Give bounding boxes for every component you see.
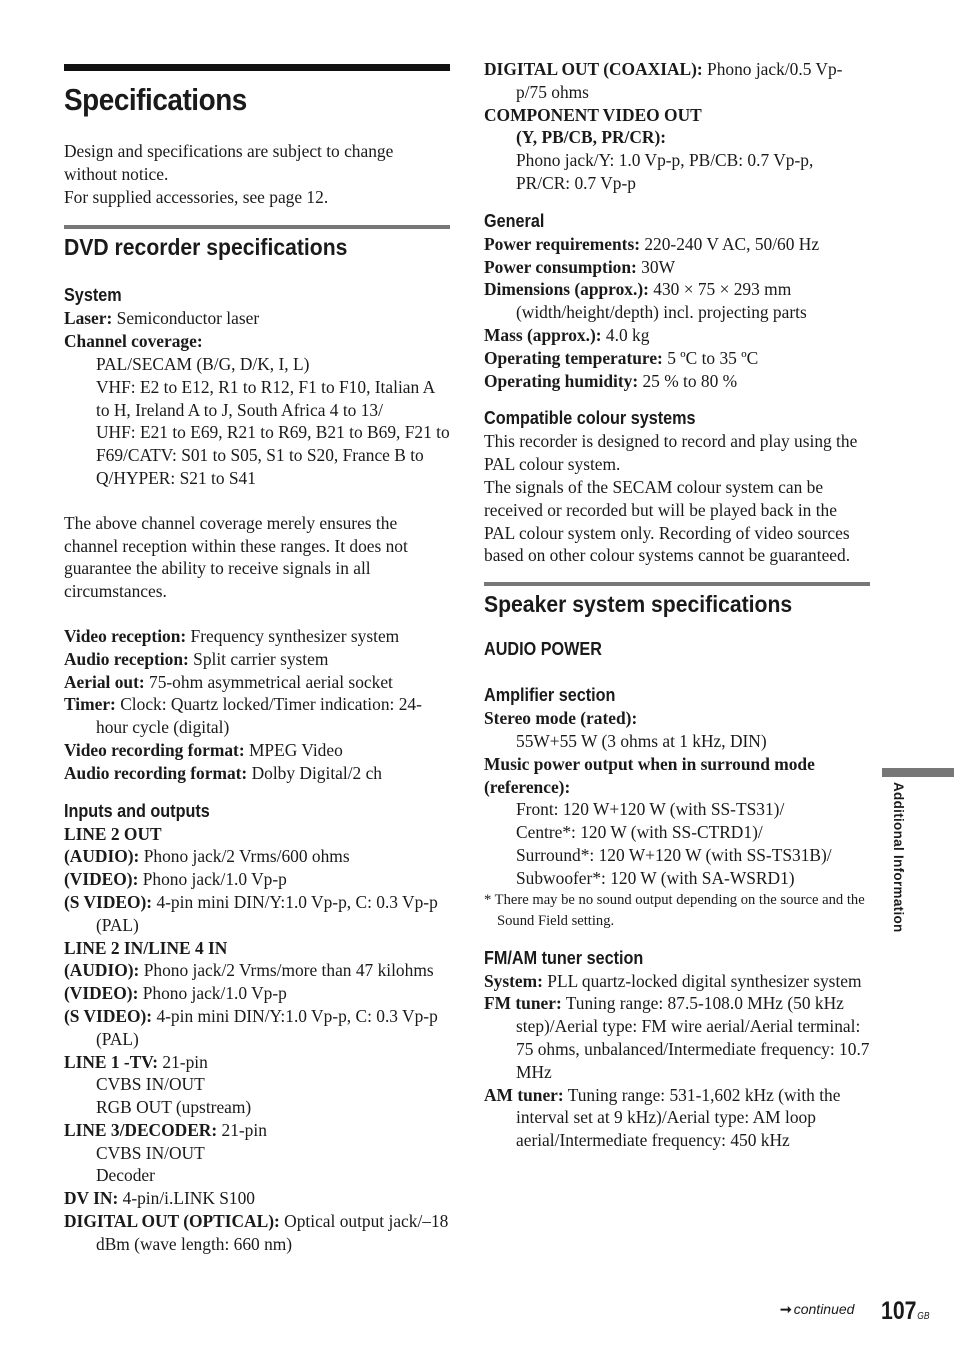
continued-label (780, 1301, 854, 1318)
title-rule (64, 64, 450, 71)
spec-value: 430 × 75 × 293 mm (width/height/depth) incl. projecting parts (516, 279, 807, 323)
spec-value: Phono jack/1.0 Vp-p (138, 983, 287, 1004)
subheading-system: System (64, 285, 122, 306)
spec-am-tuner (484, 1084, 870, 1152)
spec-tuner-system (484, 970, 870, 993)
section-rule (64, 225, 450, 229)
subheading-tuner: FM/AM tuner section (484, 947, 644, 968)
spec-channel-line: VHF: E2 to E12, R1 to R12, F1 to F10, Italian A to H, Ireland A to J, South Africa 4 to 13/ (96, 376, 435, 420)
spec-value: Semiconductor laser (112, 308, 260, 329)
spec-power-req (484, 233, 870, 256)
spec-label: Laser: (64, 308, 113, 329)
spec-label: (VIDEO): (64, 983, 139, 1004)
spec-line2-out: LINE 2 OUT (64, 823, 162, 844)
side-tab-label: Additional Information (891, 782, 906, 933)
spec-label: Aerial out: (64, 671, 145, 692)
spec-line3 (64, 1119, 450, 1142)
spec-line1-sub: RGB OUT (upstream) (96, 1097, 252, 1118)
spec-label: Operating humidity: (484, 370, 639, 391)
spec-channel-line: UHF: E21 to E69, R21 to R69, B21 to B69, F21 to F69/CATV: S01 to S05, S1 to S20, France B to Q/HYPER: S21 to S41 (96, 422, 450, 488)
spec-value: Frequency synthesizer system (186, 625, 400, 646)
spec-value: PLL quartz-locked digital synthesizer system (542, 970, 862, 991)
subheading-colour-systems: Compatible colour systems (484, 408, 696, 429)
spec-value: 4-pin/i.LINK S100 (118, 1188, 255, 1209)
subheading-audio-power: AUDIO POWER (484, 639, 602, 660)
spec-power-cons (484, 256, 870, 279)
spec-label: DIGITAL OUT (COAXIAL): (484, 59, 703, 79)
spec-label: AM tuner: (484, 1084, 564, 1105)
spec-value: 75-ohm asymmetrical aerial socket (144, 671, 393, 692)
spec-value: 220-240 V AC, 50/60 Hz (640, 233, 820, 254)
spec-channel-line: PAL/SECAM (B/G, D/K, I, L) (96, 353, 310, 374)
spec-music-label: Music power output when in surround mode (reference): (484, 753, 815, 797)
spec-value: 21-pin (158, 1051, 208, 1072)
spec-value: 5 ºC to 35 ºC (662, 347, 759, 368)
spec-line3-sub: Decoder (96, 1165, 155, 1186)
spec-value: MPEG Video (244, 739, 343, 760)
page-number-suffix: GB (917, 1311, 930, 1322)
spec-label: Power requirements: (484, 233, 640, 254)
spec-value: 21-pin (217, 1119, 267, 1140)
spec-value: Optical output jack/–18 dBm (wave length: 660 nm) (96, 1211, 449, 1254)
spec-op-humidity (484, 370, 870, 393)
spec-label: (S VIDEO): (64, 891, 153, 912)
spec-label: LINE 1 -TV: (64, 1051, 159, 1072)
subheading-inputs-outputs: Inputs and outputs (64, 800, 210, 821)
spec-video-format (64, 739, 450, 762)
colour-paragraph: The signals of the SECAM colour system can be received or recorded but will be played back in the PAL colour system only. Recording of video sources based on other colour systems cannot be guaranteed. (484, 476, 851, 566)
spec-label: Audio recording format: (64, 762, 248, 783)
spec-channel-label: Channel coverage: (64, 331, 203, 352)
arrow-right-icon: ➞ (780, 1301, 792, 1317)
right-column (484, 58, 870, 1152)
spec-label: LINE 3/DECODER: (64, 1119, 218, 1140)
spec-l2i-video (64, 982, 450, 1005)
spec-l2o-svideo (64, 891, 450, 937)
spec-value: Tuning range: 531-1,602 kHz (with the interval set at 9 kHz)/Aerial type: AM loop aerial/Intermediate frequency: 450 kHz (516, 1084, 841, 1151)
spec-label: Audio reception: (64, 648, 189, 669)
spec-timer (64, 693, 450, 739)
intro-text: For supplied accessories, see page 12. (64, 186, 329, 207)
spec-label: (S VIDEO): (64, 1005, 153, 1026)
spec-fm-tuner (484, 992, 870, 1083)
spec-label: DIGITAL OUT (OPTICAL): (64, 1211, 280, 1232)
spec-aerial-out (64, 671, 450, 694)
spec-l2i-svideo (64, 1005, 450, 1051)
spec-music-line: Subwoofer*: 120 W (with SA-WSRD1) (516, 867, 795, 888)
left-column (64, 64, 450, 1256)
spec-line1 (64, 1051, 450, 1074)
section-heading-speaker: Speaker system specifications (484, 591, 793, 618)
spec-label: FM tuner: (484, 993, 562, 1014)
spec-laser (64, 307, 450, 330)
colour-paragraph: This recorder is designed to record and play using the PAL colour system. (484, 431, 858, 475)
spec-value: 30W (636, 256, 675, 277)
spec-label: (AUDIO): (64, 846, 140, 867)
spec-value: Phono jack/2 Vrms/600 ohms (139, 846, 350, 867)
spec-value: 25 % to 80 % (638, 370, 738, 391)
spec-op-temp (484, 347, 870, 370)
spec-digital-optical (64, 1210, 450, 1256)
spec-label: Video reception: (64, 625, 187, 646)
spec-value: Split carrier system (188, 648, 329, 669)
spec-music-line: Front: 120 W+120 W (with SS-TS31)/ (516, 799, 785, 820)
page-number-value: 107 (881, 1297, 917, 1325)
subheading-amplifier: Amplifier section (484, 685, 616, 706)
side-tab-bar (882, 768, 954, 777)
spec-line1-sub: CVBS IN/OUT (96, 1074, 205, 1095)
spec-label: Mass (approx.): (484, 324, 602, 345)
spec-stereo-label: Stereo mode (rated): (484, 708, 638, 729)
spec-line3-sub: CVBS IN/OUT (96, 1142, 205, 1163)
spec-dimensions (484, 278, 870, 324)
spec-value: Phono jack/0.5 Vp-p/75 ohms (516, 59, 843, 102)
spec-l2i-audio (64, 959, 450, 982)
page-number (881, 1297, 930, 1326)
page-title: Specifications (64, 82, 247, 117)
spec-component-label: COMPONENT VIDEO OUT (484, 104, 702, 125)
spec-l2o-audio (64, 845, 450, 868)
spec-value: 4-pin mini DIN/Y:1.0 Vp-p, C: 0.3 Vp-p (PAL) (96, 1005, 438, 1049)
spec-label: DV IN: (64, 1188, 119, 1209)
spec-music-line: Surround*: 120 W+120 W (with SS-TS31B)/ (516, 844, 832, 865)
spec-label: Video recording format: (64, 739, 245, 760)
spec-value: 4-pin mini DIN/Y:1.0 Vp-p, C: 0.3 Vp-p (PAL) (96, 891, 438, 935)
spec-dv-in (64, 1187, 450, 1210)
spec-value: Tuning range: 87.5-108.0 MHz (50 kHz step)/Aerial type: FM wire aerial/Aerial terminal: 75 ohms, unbalanced/Intermediate frequency: 10.7 MHz (516, 993, 870, 1082)
spec-label: (AUDIO): (64, 960, 140, 981)
spec-l2o-video (64, 868, 450, 891)
subheading-general: General (484, 210, 545, 231)
spec-component-sublabel: (Y, PB/CB, PR/CR): (516, 127, 667, 148)
spec-value: Phono jack/2 Vrms/more than 47 kilohms (139, 960, 434, 981)
spec-value: Clock: Quartz locked/Timer indication: 24-hour cycle (digital) (96, 694, 422, 738)
spec-digital-coaxial (484, 58, 870, 104)
intro-text: Design and specifications are subject to change without notice. (64, 141, 394, 184)
footnote: * There may be no sound output depending on the source and the Sound Field setting. (484, 891, 865, 929)
spec-component-value: Phono jack/Y: 1.0 Vp-p, PB/CB: 0.7 Vp-p, PR/CR: 0.7 Vp-p (516, 150, 814, 193)
spec-value: Dolby Digital/2 ch (247, 762, 382, 783)
spec-label: Operating temperature: (484, 347, 663, 368)
spec-label: Timer: (64, 694, 116, 715)
spec-stereo-value: 55W+55 W (3 ohms at 1 kHz, DIN) (516, 730, 767, 751)
spec-audio-format (64, 762, 450, 785)
spec-value: 4.0 kg (601, 324, 650, 345)
spec-music-line: Centre*: 120 W (with SS-CTRD1)/ (516, 822, 763, 843)
spec-audio-reception (64, 648, 450, 671)
spec-mass (484, 324, 870, 347)
spec-value: Phono jack/1.0 Vp-p (138, 869, 287, 890)
continued-text: continued (793, 1301, 855, 1317)
spec-label: System: (484, 970, 543, 991)
spec-line2-in: LINE 2 IN/LINE 4 IN (64, 937, 228, 958)
section-rule (484, 582, 870, 586)
spec-video-reception (64, 625, 450, 648)
channel-note: The above channel coverage merely ensures the channel reception within these ranges. It does not guarantee the ability to receive signals in all circumstances. (64, 512, 408, 602)
section-heading-dvd: DVD recorder specifications (64, 234, 348, 261)
spec-label: (VIDEO): (64, 869, 139, 890)
spec-label: Power consumption: (484, 256, 637, 277)
spec-label: Dimensions (approx.): (484, 279, 649, 300)
